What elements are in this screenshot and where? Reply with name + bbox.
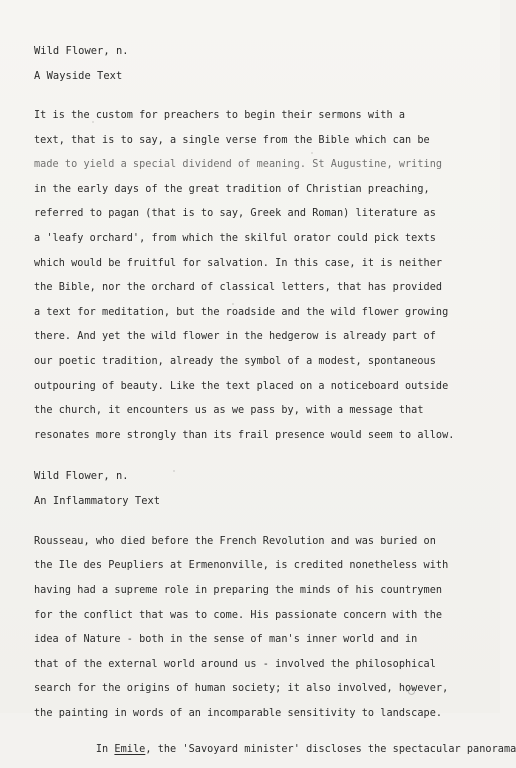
paper-mark-icon [408,688,415,695]
section-title: Wild Flower, n. [34,469,129,482]
text-line: the painting in words of an incomparable sensitivity to landscape. [34,707,443,719]
text-prefix: In [95,744,115,756]
text-line: a 'leafy orchard', from which the skilful orator could pick texts [34,232,436,244]
text-line: in the early days of the great tradition of Christian preaching, [34,183,430,195]
text-line: our poetic tradition, already the symbol of a modest, spontaneous [34,355,436,367]
text-line: Rousseau, who died before the French Revolution and was buried on [34,535,436,547]
spacer [34,442,474,470]
spacer [34,482,474,495]
text-line-final [34,732,516,768]
section-subtitle: An Inflammatory Text [34,494,161,507]
spacer [34,57,474,70]
text-line: that of the external world around us - involved the philosophical [34,658,436,670]
text-line: for the conflict that was to come. His passionate concern with the [34,609,443,621]
text-line: resonates more strongly than its frail presence would seem to allow. [34,429,455,441]
spacer [34,82,474,110]
section-wayside-text [34,45,474,442]
emphasized-title: Emile [114,744,146,756]
text-line: there. And yet the wild flower in the hedgerow is already part of [34,331,436,343]
text-line: text, that is to say, a single verse from the Bible which can be [34,134,430,146]
text-line: the Bible, nor the orchard of classical letters, that has provided [34,282,443,294]
text-line: a text for meditation, but the roadside and the wild flower growing [34,306,449,318]
text-line: the church, it encounters us as we pass by, with a message that [34,405,424,417]
text-line: outpouring of beauty. Like the text placed on a noticeboard outside [34,380,449,392]
section-title: Wild Flower, n. [34,45,129,57]
text-line: search for the origins of human society; it also involved, however, [34,683,449,695]
paragraph [34,110,474,442]
text-line: referred to pagan (that is to say, Greek and Roman) literature as [34,208,436,220]
document-content [34,45,516,768]
section-inflammatory-text [34,469,516,768]
text-line: which would be fruitful for salvation. In this case, it is neither [34,257,443,269]
text-line: having had a supreme role in preparing the minds of his countrymen [34,584,443,596]
text-suffix: , the 'Savoyard minister' discloses the spectacular panorama [145,744,516,756]
text-line: made to yield a special dividend of meaning. St Augustine, writing [34,159,443,171]
text-line: It is the custom for preachers to begin their sermons with a [34,110,406,121]
text-line: idea of Nature - both in the sense of man's inner world and in [34,634,418,646]
text-line: the Ile des Peupliers at Ermenonville, is credited nonetheless with [34,560,449,572]
spacer [34,507,474,536]
paragraph [34,535,516,768]
section-subtitle: A Wayside Text [34,70,123,82]
